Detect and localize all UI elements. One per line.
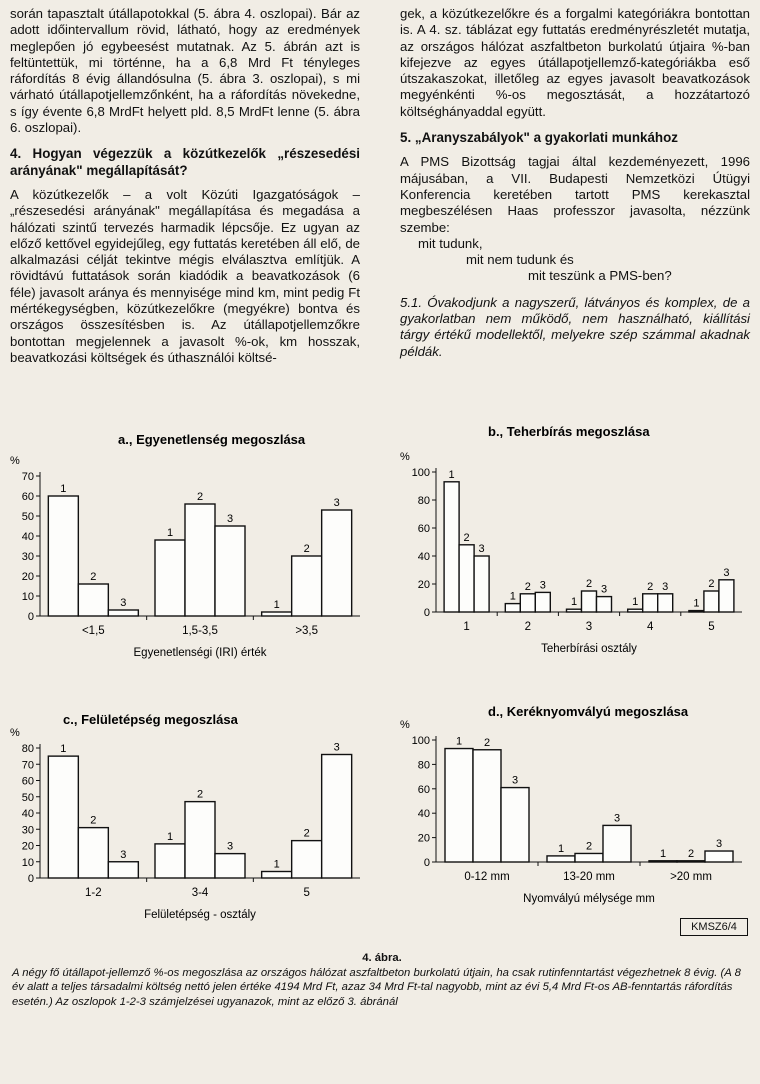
bar-series-label: 2 [196, 788, 204, 801]
figure-caption-text: A négy fő útállapot-jellemző %-os megoszlása az országos hálózat aszfaltbeton burkolatú útjain, ha csak rutinfenntartást végezhetnek 8 évig. (A 8 év alatt a teljes társadalmi költség nettó jelen értéke 4194 Mrd Ft, azaz 34 Mrd Ft-tal nagyobb, mint az évi 5,4 Mrd Ft-os AB-fenntartás ráfordítás esetén.) Az oszlopok 1-2-3 számjelzései ugyanazok, mint az előző 3. ábránál [12, 967, 741, 1008]
bar-series-label: 1 [570, 596, 578, 609]
right-column [400, 6, 750, 360]
y-axis-unit: % [400, 451, 410, 463]
y-tick-label: 100 [411, 467, 430, 479]
bar-series-label: 2 [585, 840, 593, 853]
y-tick-label: 80 [417, 495, 430, 507]
bar-series-label: 3 [539, 579, 546, 592]
bar [262, 612, 292, 616]
bar-series-label: 2 [524, 580, 531, 593]
bar-series-label: 1 [60, 483, 67, 495]
bar [445, 749, 473, 862]
chart-c-feluletepseg [8, 708, 370, 921]
bar-series-label: 2 [463, 531, 470, 544]
y-tick-label: 60 [21, 775, 34, 788]
left-paragraph-2: A közútkezelők – a volt Közúti Igazgatóságok – „részesedési arányának" megállapítása és megadása a hálózati szintű tervezés harmadik lépcsője. Ez ugyan az előző kettővel egyidejűleg, egy futtatás keretében áll elő, de alkalmazási célját tekintve mégis elválasztva említjük. A rövidtávú futtatások során kiadódik a beavatkozások (6 féle) javasolt aránya és mennyisége mind km, mint pedig Ft mértékegységben, közútkezelőkre (megyékre) bontva és országos összesítésben is. Az útállapotjellemzőkre bontottan megjelennek a javasolt %-ok, km hosszak, beavatkozási költségek és úthasználói költsé- [10, 186, 360, 365]
bar [597, 597, 612, 612]
bar-series-label: 3 [613, 812, 621, 825]
bar [185, 802, 215, 878]
y-tick-label: 30 [21, 824, 34, 837]
bar [719, 580, 734, 612]
bar [547, 856, 575, 862]
x-category-label: 1,5-3,5 [182, 625, 218, 637]
bar-series-label: 2 [585, 578, 593, 590]
list-line-3: mit teszünk a PMS-ben? [528, 268, 672, 284]
bar-series-label: 2 [687, 847, 695, 860]
y-tick-label: 20 [21, 571, 34, 583]
right-paragraph-3: 5.1. Óvakodjunk a nagyszerű, látványos és komplex, de a gyakorlatban nem működő, nem használható, kiállítási tárgy értékű modellektől, melyekre szép számmal akadnak példák. [400, 294, 750, 359]
y-tick-label: 60 [417, 523, 430, 535]
y-tick-label: 80 [417, 759, 430, 772]
chart-title: a., Egyenetlenség megoszlása [118, 432, 306, 447]
y-tick-label: 70 [21, 759, 34, 772]
x-category-label: 5 [708, 621, 715, 633]
bar-series-label: 1 [693, 597, 700, 610]
bar [155, 844, 185, 878]
y-tick-label: 50 [21, 791, 34, 804]
bar [649, 861, 677, 862]
bar-series-label: 1 [632, 596, 639, 609]
y-axis-unit: % [400, 719, 410, 731]
figure-caption [12, 951, 752, 1009]
bar [185, 504, 215, 616]
x-category-label: 0-12 mm [464, 871, 510, 883]
x-category-label: 13-20 mm [563, 871, 615, 883]
x-axis-title: Egyenetlenségi (IRI) érték [133, 647, 267, 659]
figure-number: 4. ábra. [362, 952, 402, 964]
y-tick-label: 10 [21, 591, 34, 603]
bar-series-label: 3 [600, 583, 608, 596]
x-category-label: 3-4 [191, 887, 209, 899]
bar-series-label: 1 [273, 599, 280, 611]
y-tick-label: 40 [417, 808, 430, 821]
chart-svg [8, 428, 370, 668]
left-paragraph-1: során tapasztalt útállapotokkal (5. ábra 4. oszlopai). Bár az adott időintervallum rövid, látható, hogy az eredmények meglepően jó egybeesést mutatnak. Az 5. ábrán azt is feltüntettük, mi történne, ha a 6,8 Mrd Ft tényleges ráfordítás 8 évig állandósulna (5. ábra 3. oszlopai), s mi várható útállapotjellemzőnként, ha a ráfordítás növekedne, s így évente 6,8 MrdFt helyett pld. 8,5 MrdFt lenne (5. ábra 6. oszlopai). [10, 6, 360, 136]
bar-series-label: 1 [557, 842, 565, 855]
bar [582, 591, 597, 612]
x-category-label: 3 [585, 621, 593, 633]
x-category-label: >20 mm [670, 871, 712, 883]
bar-series-label: 3 [715, 838, 723, 851]
y-tick-label: 60 [21, 491, 34, 503]
bar-series-label: 3 [120, 848, 127, 861]
x-category-label: <1,5 [81, 625, 105, 637]
bar [108, 862, 138, 878]
y-tick-label: 80 [21, 743, 34, 755]
figure-code-badge: KMSZ6/4 [680, 918, 748, 936]
bar [78, 584, 108, 616]
bar [501, 788, 529, 862]
y-tick-label: 100 [411, 735, 430, 747]
bar [48, 756, 78, 878]
y-tick-label: 0 [423, 607, 430, 619]
y-tick-label: 30 [21, 551, 34, 563]
left-column [10, 6, 360, 366]
y-axis-unit: % [10, 455, 20, 467]
x-category-label: 1-2 [85, 887, 102, 899]
y-tick-label: 0 [423, 857, 430, 869]
bar [215, 854, 245, 878]
bar [643, 594, 658, 612]
y-tick-label: 40 [21, 808, 34, 820]
bar [603, 825, 631, 862]
section-5-heading: 5. „Aranyszabályok" a gyakorlati munkához [400, 130, 678, 146]
bar [215, 526, 245, 616]
bar-series-label: 2 [647, 580, 654, 593]
x-category-label: 4 [646, 621, 654, 633]
y-tick-label: 40 [21, 531, 34, 543]
bar-series-label: 1 [273, 858, 280, 871]
chart-title: c., Felületépség megoszlása [63, 712, 238, 727]
bar-series-label: 2 [303, 827, 310, 840]
bar [658, 594, 673, 612]
bar-series-label: 3 [120, 597, 127, 609]
bar-series-label: 3 [226, 840, 234, 853]
x-category-label: 2 [524, 621, 532, 633]
y-tick-label: 0 [27, 611, 34, 623]
y-tick-label: 10 [21, 856, 34, 869]
y-tick-label: 0 [27, 873, 34, 885]
right-paragraph-1: gek, a közútkezelőkre és a forgalmi kategóriákra bontottan is. A 4. sz. táblázat egy futtatás eredményrészletét mutatja, az országos hálózat aszfaltbeton burkolatú útjaira %-ban kifejezve az egyes útállapotjellemző-kategóriákba eső útszakaszokat, illetőleg az egyes javasolt beavatkozások megyénkénti %-os megosztását, a hozzátartozó költséghányaddal együtt. [400, 6, 750, 119]
bar-series-label: 1 [166, 527, 174, 539]
list-line-2: mit nem tudunk és [466, 252, 574, 268]
y-tick-label: 50 [21, 511, 34, 523]
bar-series-label: 3 [226, 513, 234, 525]
bar [459, 545, 474, 612]
bar-series-label: 1 [60, 743, 67, 756]
x-axis-title: Teherbírási osztály [541, 643, 637, 655]
bar-series-label: 3 [333, 497, 340, 509]
bar [628, 609, 643, 612]
bar [704, 591, 719, 612]
bar-series-label: 1 [509, 590, 516, 603]
bar-series-label: 1 [659, 847, 667, 860]
bar-series-label: 1 [448, 468, 455, 481]
bar [474, 556, 489, 612]
bar [48, 496, 78, 616]
bar-series-label: 3 [511, 774, 519, 787]
bar [292, 556, 322, 616]
y-tick-label: 20 [417, 579, 430, 591]
bar [535, 592, 550, 612]
chart-title: b., Teherbírás megoszlása [488, 424, 650, 439]
bar [292, 841, 322, 878]
x-category-label: 1 [463, 621, 470, 633]
chart-a-egyenetlenseg [8, 428, 370, 668]
bar [520, 594, 535, 612]
bar-series-label: 2 [303, 543, 310, 555]
bar-series-label: 3 [662, 580, 669, 593]
bar [567, 609, 582, 612]
bar-series-label: 2 [90, 571, 97, 583]
bar-series-label: 2 [90, 814, 97, 827]
y-tick-label: 40 [417, 551, 430, 563]
chart-svg [8, 708, 370, 921]
x-axis-title: Felületépség - osztály [144, 909, 256, 921]
chart-b-teherbiras [398, 420, 750, 660]
chart-svg [398, 700, 750, 916]
bar [677, 861, 705, 862]
chart-title: d., Keréknyomvályú megoszlása [488, 704, 689, 719]
bar-series-label: 1 [455, 735, 463, 748]
y-tick-label: 70 [21, 471, 34, 483]
bar [689, 611, 704, 612]
bar [444, 482, 459, 612]
list-line-1: mit tudunk, [418, 235, 483, 251]
bar [505, 604, 520, 612]
bar [322, 755, 352, 879]
bar [262, 872, 292, 879]
bar-series-label: 3 [723, 566, 730, 579]
x-axis-title: Nyomvályú mélysége mm [523, 893, 655, 905]
bar [705, 851, 733, 862]
bar [155, 540, 185, 616]
x-category-label: >3,5 [295, 625, 319, 637]
bar [78, 828, 108, 878]
bar [473, 750, 501, 862]
bar [108, 610, 138, 616]
y-tick-label: 20 [417, 832, 430, 845]
bar-series-label: 2 [708, 578, 715, 590]
section-4-heading: 4. Hogyan végezzük a közútkezelők „részesedési arányának" megállapítását? [10, 146, 360, 178]
bar [575, 853, 603, 862]
bar-series-label: 1 [166, 830, 174, 843]
bar-series-label: 3 [333, 741, 340, 754]
x-category-label: 5 [303, 887, 310, 899]
bar-series-label: 2 [196, 491, 204, 503]
bar-series-label: 2 [483, 736, 491, 749]
right-paragraph-2: A PMS Bizottság tagjai által kezdeményezett, 1996 májusában, a VII. Budapesti Nemzetközi Útügyi Konferencia keretében tartott PMS kerekasztal megbeszélésen Haas professzor javasolta, nézzünk szembe: [400, 154, 750, 235]
y-tick-label: 60 [417, 783, 430, 796]
y-axis-unit: % [10, 727, 20, 739]
chart-d-kereknyomvalyu [398, 700, 750, 916]
bar-series-label: 3 [478, 543, 485, 555]
y-tick-label: 20 [21, 840, 34, 853]
bar [322, 510, 352, 616]
chart-svg [398, 420, 750, 660]
